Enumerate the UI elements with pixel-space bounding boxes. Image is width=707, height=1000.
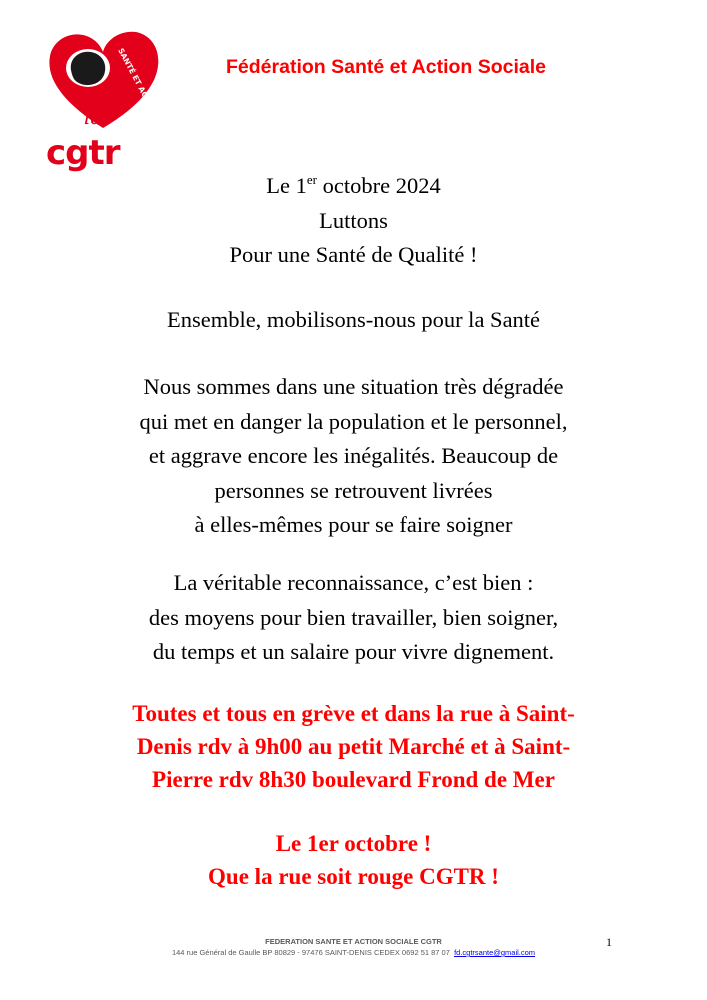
federation-title: Fédération Santé et Action Sociale bbox=[226, 56, 547, 78]
heart-island-icon bbox=[44, 28, 178, 152]
situation-line: qui met en danger la population et le personnel, bbox=[139, 408, 568, 434]
final-slogan bbox=[0, 827, 707, 893]
title-line-2: Luttons bbox=[319, 207, 388, 233]
final-line-2: Que la rue soit rouge CGTR ! bbox=[208, 864, 499, 889]
footer-contact bbox=[0, 947, 707, 958]
footer-email-link[interactable]: fd.cgtrsante@gmail.com bbox=[454, 948, 536, 957]
reconnaissance-line: du temps et un salaire pour vivre dignement. bbox=[152, 639, 555, 664]
footer-address: 144 rue Général de Gaulle BP 80829 - 97476 SAINT-DENIS CEDEX 0692 51 87 07 bbox=[171, 948, 450, 957]
strike-call-line: Denis rdv à 9h00 au petit Marché et à Saint- bbox=[136, 734, 571, 759]
logo-arc-text: SANTÉ ET ACTION SOCIALE bbox=[116, 46, 178, 152]
reconnaissance-paragraph bbox=[0, 566, 707, 670]
cgtr-logo bbox=[44, 28, 178, 173]
reconnaissance-line: des moyens pour bien travailler, bien soigner, bbox=[148, 604, 559, 630]
strike-call-line: Toutes et tous en grève et dans la rue à Saint- bbox=[132, 701, 575, 726]
situation-line: à elles-mêmes pour se faire soigner bbox=[194, 512, 513, 537]
ensemble-paragraph bbox=[0, 303, 707, 338]
title-line-3: Pour une Santé de Qualité ! bbox=[229, 242, 478, 267]
title-block bbox=[0, 169, 707, 273]
strike-call-line: Pierre rdv 8h30 boulevard Frond de Mer bbox=[152, 767, 555, 792]
date-superscript: er bbox=[306, 172, 317, 187]
situation-line: Nous sommes dans une situation très dégradée bbox=[143, 374, 564, 399]
date-suffix: octobre 2024 bbox=[317, 173, 441, 198]
date-line bbox=[0, 169, 707, 204]
date-prefix: Le 1 bbox=[266, 173, 307, 198]
final-line-1: Le 1er octobre ! bbox=[275, 831, 432, 856]
footer-title: FEDERATION SANTE ET ACTION SOCIALE CGTR bbox=[265, 937, 442, 946]
footer bbox=[0, 936, 707, 958]
situation-paragraph bbox=[0, 370, 707, 543]
logo-name: cgtr bbox=[46, 133, 120, 173]
logo-script: la bbox=[84, 105, 103, 129]
page-number: 1 bbox=[606, 935, 612, 949]
situation-line: et aggrave encore les inégalités. Beaucoup de bbox=[148, 443, 559, 468]
strike-call-paragraph bbox=[0, 697, 707, 796]
ensemble-line: Ensemble, mobilisons-nous pour la Santé bbox=[166, 307, 541, 332]
situation-line: personnes se retrouvent livrées bbox=[214, 477, 493, 503]
reconnaissance-line: La véritable reconnaissance, c’est bien : bbox=[173, 570, 534, 595]
